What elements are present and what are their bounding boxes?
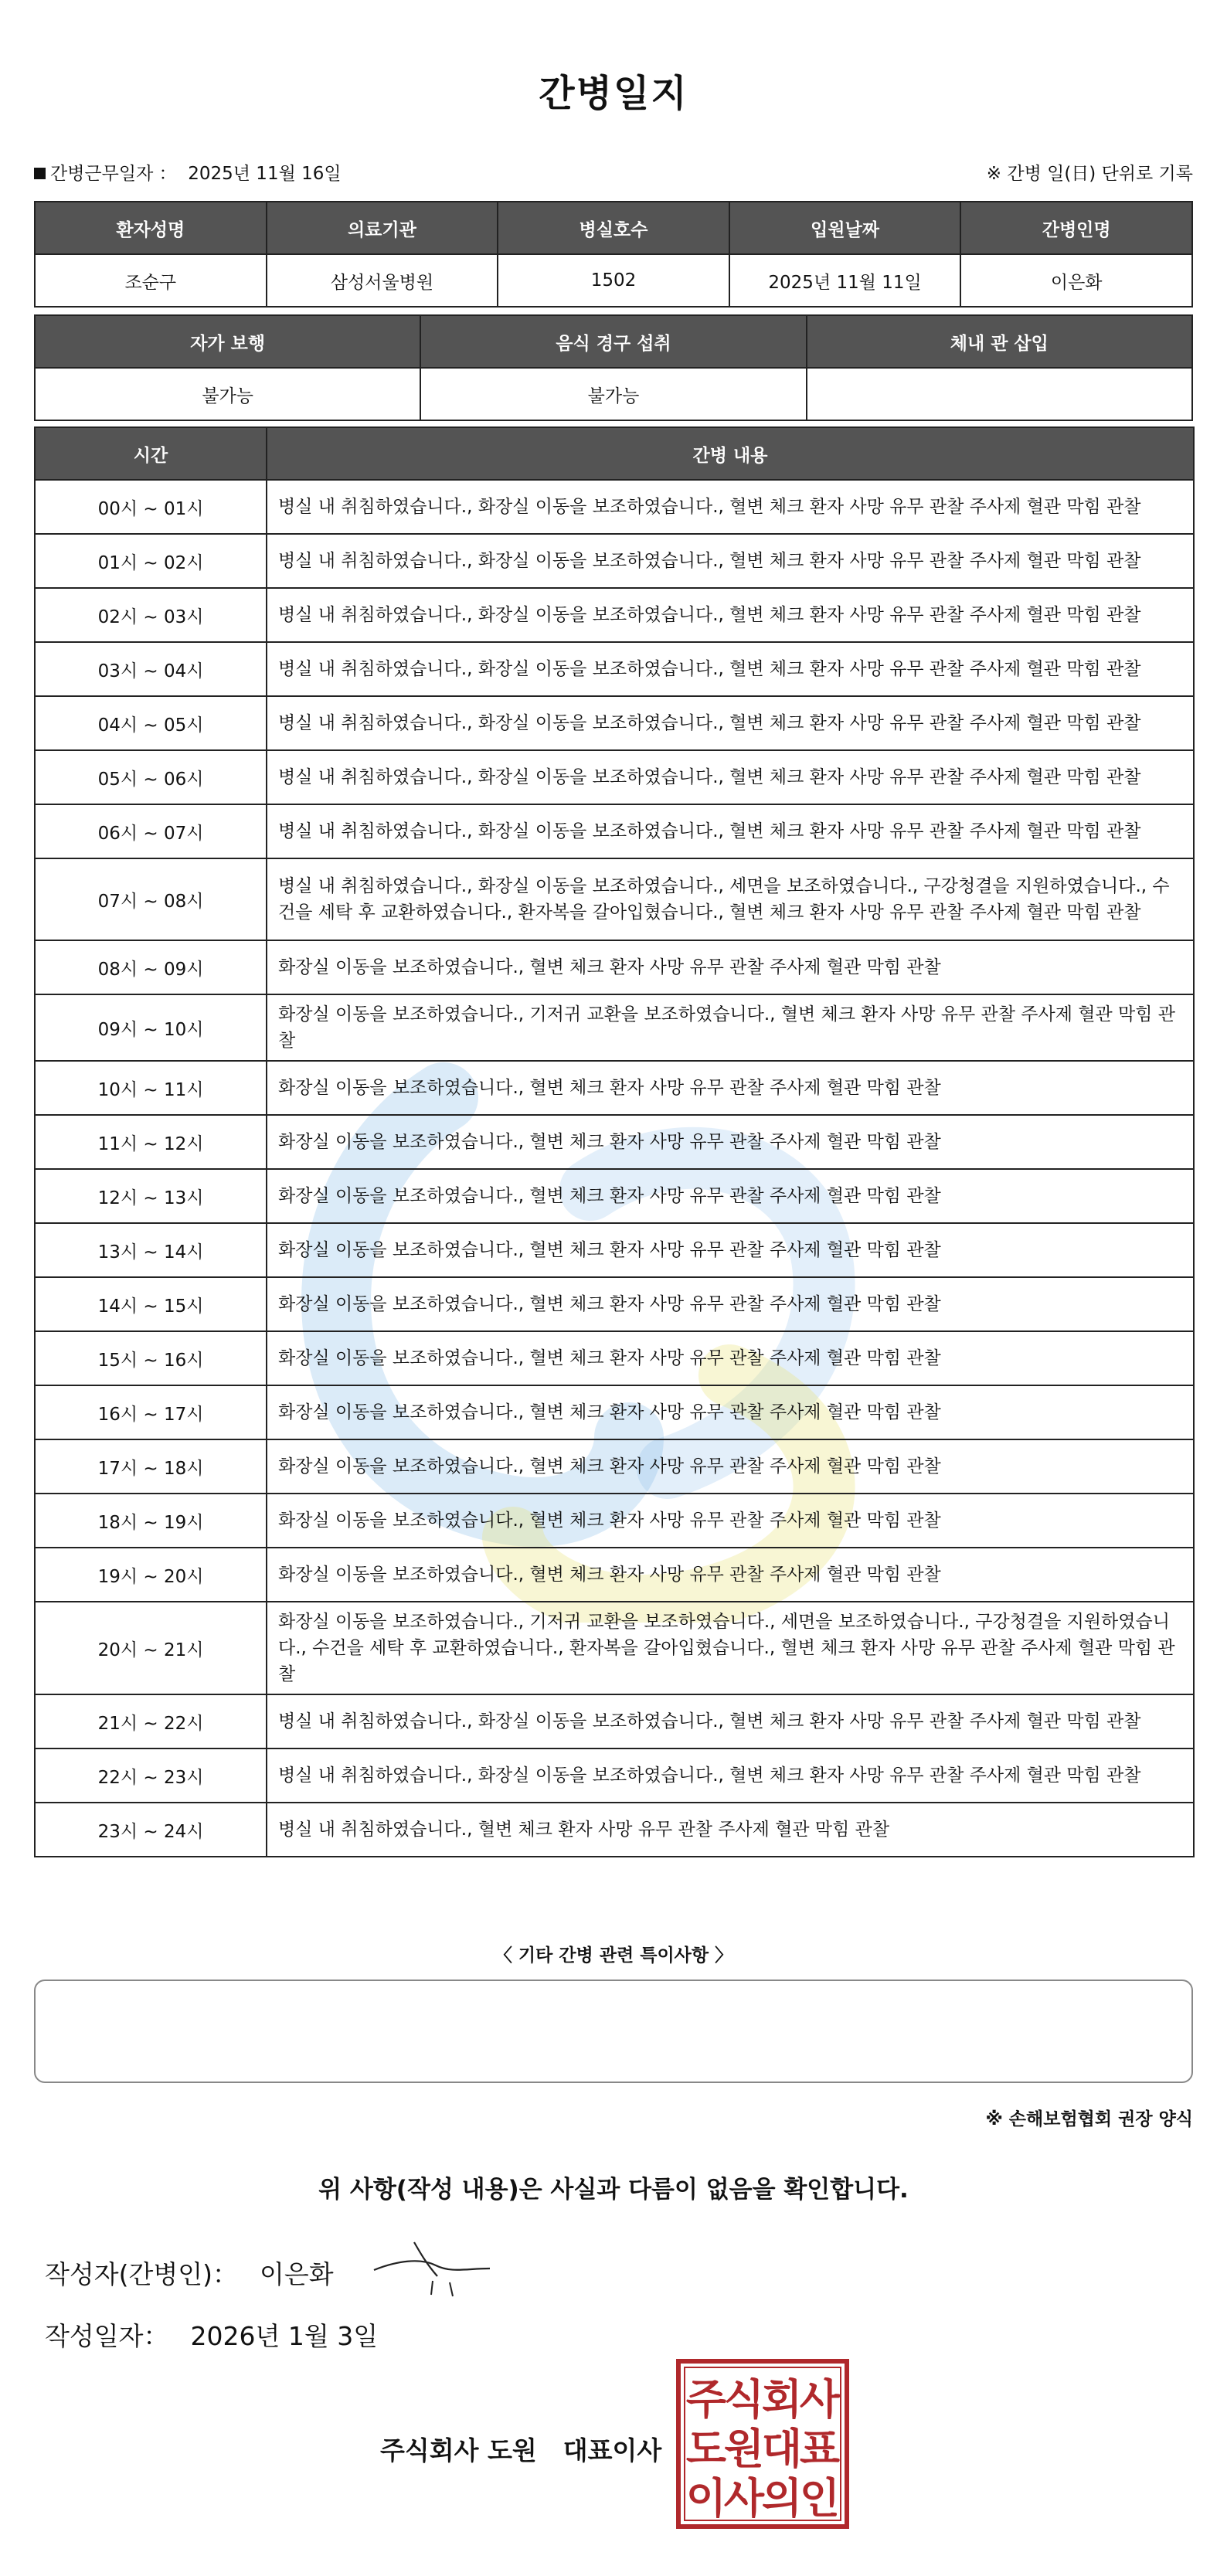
log-time-cell: 09시 ~ 10시 bbox=[35, 994, 267, 1061]
log-row bbox=[35, 1385, 1194, 1439]
log-row bbox=[35, 750, 1194, 804]
log-row bbox=[35, 1439, 1194, 1494]
log-content-cell: 병실 내 취침하였습니다., 화장실 이동을 보조하였습니다., 혈변 체크 환자 사망 유무 관찰 주사제 혈관 막힘 관찰 bbox=[267, 696, 1194, 750]
log-row bbox=[35, 480, 1194, 534]
log-header-content: 간병 내용 bbox=[267, 427, 1194, 480]
log-content-cell: 병실 내 취침하였습니다., 화장실 이동을 보조하였습니다., 혈변 체크 환자 사망 유무 관찰 주사제 혈관 막힘 관찰 bbox=[267, 1748, 1194, 1803]
patient-header-cell: 의료기관 bbox=[267, 202, 498, 254]
log-row bbox=[35, 1548, 1194, 1602]
seal-character: 회 bbox=[761, 2375, 803, 2424]
oral-intake-cell: 불가능 bbox=[420, 368, 806, 420]
log-row bbox=[35, 1115, 1194, 1169]
log-row bbox=[35, 1223, 1194, 1277]
seal-character: 의 bbox=[761, 2474, 803, 2523]
log-time-cell: 05시 ~ 06시 bbox=[35, 750, 267, 804]
log-content-cell: 병실 내 취침하였습니다., 화장실 이동을 보조하였습니다., 혈변 체크 환자 사망 유무 관찰 주사제 혈관 막힘 관찰 bbox=[267, 480, 1194, 534]
room-number-cell: 1502 bbox=[498, 254, 729, 307]
log-time-cell: 07시 ~ 08시 bbox=[35, 858, 267, 940]
author-label: 작성자(간병인)： bbox=[45, 2259, 239, 2289]
log-time-cell: 17시 ~ 18시 bbox=[35, 1439, 267, 1494]
log-content-cell: 화장실 이동을 보조하였습니다., 혈변 체크 환자 사망 유무 관찰 주사제 혈관 막힘 관찰 bbox=[267, 1385, 1194, 1439]
patient-value-row bbox=[35, 254, 1192, 307]
notes-box bbox=[34, 1980, 1193, 2083]
seal-character: 인 bbox=[799, 2474, 841, 2523]
status-header-row bbox=[35, 315, 1192, 368]
date-row bbox=[45, 2316, 378, 2353]
admission-date-cell: 2025년 11월 11일 bbox=[729, 254, 961, 307]
log-content-cell: 화장실 이동을 보조하였습니다., 혈변 체크 환자 사망 유무 관찰 주사제 혈관 막힘 관찰 bbox=[267, 1115, 1194, 1169]
work-date-label: 간병근무일자 ： bbox=[50, 164, 177, 184]
date-label: 작성일자： bbox=[45, 2321, 169, 2351]
log-time-cell: 16시 ~ 17시 bbox=[35, 1385, 267, 1439]
caregiving-log-page bbox=[34, 0, 1193, 2576]
log-row bbox=[35, 588, 1194, 642]
status-header-cell: 자가 보행 bbox=[35, 315, 420, 368]
document-title: 간병일지 bbox=[539, 72, 688, 115]
company-row bbox=[380, 2431, 661, 2467]
seal-character: 사 bbox=[799, 2375, 841, 2424]
log-row bbox=[35, 534, 1194, 588]
ceo-title: 대표이사 bbox=[563, 2435, 662, 2466]
seal-character: 사 bbox=[723, 2474, 765, 2523]
log-content-cell: 병실 내 취침하였습니다., 화장실 이동을 보조하였습니다., 세면을 보조하였습니다., 구강청결을 지원하였습니다., 수건을 세탁 후 교환하였습니다., 환자복을 갈아입혔습니다., 혈변 체크 환자 사망 유무 관찰 주사제 혈관 막힘 관찰 bbox=[267, 858, 1194, 940]
log-time-cell: 14시 ~ 15시 bbox=[35, 1277, 267, 1331]
hospital-cell: 삼성서울병원 bbox=[267, 254, 498, 307]
log-time-cell: 10시 ~ 11시 bbox=[35, 1061, 267, 1115]
log-time-cell: 12시 ~ 13시 bbox=[35, 1169, 267, 1223]
seal-character: 식 bbox=[723, 2375, 765, 2424]
log-row bbox=[35, 696, 1194, 750]
log-row bbox=[35, 1748, 1194, 1803]
log-row bbox=[35, 858, 1194, 940]
log-content-cell: 화장실 이동을 보조하였습니다., 기저귀 교환을 보조하였습니다., 혈변 체크 환자 사망 유무 관찰 주사제 혈관 막힘 관찰 bbox=[267, 994, 1194, 1061]
log-time-cell: 02시 ~ 03시 bbox=[35, 588, 267, 642]
seal-character: 주 bbox=[685, 2375, 727, 2424]
log-content-cell: 병실 내 취침하였습니다., 화장실 이동을 보조하였습니다., 혈변 체크 환자 사망 유무 관찰 주사제 혈관 막힘 관찰 bbox=[267, 1694, 1194, 1748]
status-header-cell: 음식 경구 섭취 bbox=[420, 315, 806, 368]
status-header-cell: 체내 관 삽입 bbox=[807, 315, 1192, 368]
log-body bbox=[35, 480, 1194, 1857]
log-time-cell: 23시 ~ 24시 bbox=[35, 1803, 267, 1857]
seal-character: 표 bbox=[799, 2425, 841, 2473]
log-content-cell: 화장실 이동을 보조하였습니다., 혈변 체크 환자 사망 유무 관찰 주사제 혈관 막힘 관찰 bbox=[267, 1223, 1194, 1277]
seal-character: 도 bbox=[685, 2425, 727, 2473]
log-row bbox=[35, 1331, 1194, 1385]
status-value-row bbox=[35, 368, 1192, 420]
log-content-cell: 화장실 이동을 보조하였습니다., 혈변 체크 환자 사망 유무 관찰 주사제 혈관 막힘 관찰 bbox=[267, 1061, 1194, 1115]
work-date-value: 2025년 11월 16일 bbox=[188, 164, 342, 184]
seal-character: 이 bbox=[685, 2474, 727, 2523]
log-content-cell: 화장실 이동을 보조하였습니다., 혈변 체크 환자 사망 유무 관찰 주사제 혈관 막힘 관찰 bbox=[267, 940, 1194, 994]
tube-insertion-cell bbox=[807, 368, 1192, 420]
log-content-cell: 화장실 이동을 보조하였습니다., 혈변 체크 환자 사망 유무 관찰 주사제 혈관 막힘 관찰 bbox=[267, 1439, 1194, 1494]
author-name: 이은화 bbox=[260, 2259, 334, 2289]
log-content-cell: 병실 내 취침하였습니다., 혈변 체크 환자 사망 유무 관찰 주사제 혈관 막힘 관찰 bbox=[267, 1803, 1194, 1857]
log-time-cell: 22시 ~ 23시 bbox=[35, 1748, 267, 1803]
seal-character: 원 bbox=[723, 2425, 765, 2473]
patient-name-cell: 조순구 bbox=[35, 254, 267, 307]
log-time-cell: 15시 ~ 16시 bbox=[35, 1331, 267, 1385]
patient-info-table bbox=[34, 201, 1193, 308]
log-row bbox=[35, 994, 1194, 1061]
log-time-cell: 08시 ~ 09시 bbox=[35, 940, 267, 994]
log-row bbox=[35, 642, 1194, 696]
log-content-cell: 병실 내 취침하였습니다., 화장실 이동을 보조하였습니다., 혈변 체크 환자 사망 유무 관찰 주사제 혈관 막힘 관찰 bbox=[267, 588, 1194, 642]
log-content-cell: 병실 내 취침하였습니다., 화장실 이동을 보조하였습니다., 혈변 체크 환자 사망 유무 관찰 주사제 혈관 막힘 관찰 bbox=[267, 804, 1194, 858]
log-row bbox=[35, 1602, 1194, 1694]
log-time-cell: 04시 ~ 05시 bbox=[35, 696, 267, 750]
seal-character: 대 bbox=[761, 2425, 803, 2473]
caregiver-name-cell: 이은화 bbox=[960, 254, 1192, 307]
log-content-cell: 화장실 이동을 보조하였습니다., 혈변 체크 환자 사망 유무 관찰 주사제 혈관 막힘 관찰 bbox=[267, 1169, 1194, 1223]
log-content-cell: 화장실 이동을 보조하였습니다., 혈변 체크 환자 사망 유무 관찰 주사제 혈관 막힘 관찰 bbox=[267, 1331, 1194, 1385]
confirm-statement: 위 사항(작성 내용)은 사실과 다름이 없음을 확인합니다. bbox=[318, 2176, 909, 2204]
patient-status-table bbox=[34, 314, 1193, 421]
log-row bbox=[35, 1061, 1194, 1115]
log-row bbox=[35, 1694, 1194, 1748]
log-row bbox=[35, 1494, 1194, 1548]
work-date-row bbox=[34, 159, 1193, 185]
log-row bbox=[35, 1169, 1194, 1223]
log-content-cell: 병실 내 취침하였습니다., 화장실 이동을 보조하였습니다., 혈변 체크 환자 사망 유무 관찰 주사제 혈관 막힘 관찰 bbox=[267, 750, 1194, 804]
recommend-note: ※ 손해보험협회 권장 양식 bbox=[985, 2109, 1193, 2129]
patient-header-cell: 환자성명 bbox=[35, 202, 267, 254]
log-time-cell: 13시 ~ 14시 bbox=[35, 1223, 267, 1277]
notes-title: 〈 기타 간병 관련 특이사항 〉 bbox=[494, 1946, 733, 1966]
log-header-time: 시간 bbox=[35, 427, 267, 480]
log-time-cell: 21시 ~ 22시 bbox=[35, 1694, 267, 1748]
log-time-cell: 01시 ~ 02시 bbox=[35, 534, 267, 588]
log-time-cell: 06시 ~ 07시 bbox=[35, 804, 267, 858]
unit-note: ※ 간병 일(日) 단위로 기록 bbox=[986, 164, 1193, 184]
care-log-table bbox=[34, 427, 1195, 1857]
square-bullet-icon bbox=[34, 168, 46, 179]
log-row bbox=[35, 940, 1194, 994]
date-value: 2026년 1월 3일 bbox=[190, 2321, 379, 2351]
patient-header-cell: 병실호수 bbox=[498, 202, 729, 254]
signature-mark bbox=[366, 2238, 498, 2299]
log-content-cell: 화장실 이동을 보조하였습니다., 혈변 체크 환자 사망 유무 관찰 주사제 혈관 막힘 관찰 bbox=[267, 1548, 1194, 1602]
log-content-cell: 병실 내 취침하였습니다., 화장실 이동을 보조하였습니다., 혈변 체크 환자 사망 유무 관찰 주사제 혈관 막힘 관찰 bbox=[267, 534, 1194, 588]
log-header-row bbox=[35, 427, 1194, 480]
patient-header-cell: 입원날짜 bbox=[729, 202, 961, 254]
log-row bbox=[35, 1277, 1194, 1331]
log-time-cell: 03시 ~ 04시 bbox=[35, 642, 267, 696]
log-content-cell: 화장실 이동을 보조하였습니다., 혈변 체크 환자 사망 유무 관찰 주사제 혈관 막힘 관찰 bbox=[267, 1277, 1194, 1331]
log-time-cell: 19시 ~ 20시 bbox=[35, 1548, 267, 1602]
log-time-cell: 00시 ~ 01시 bbox=[35, 480, 267, 534]
company-seal-stamp bbox=[675, 2358, 850, 2530]
log-time-cell: 20시 ~ 21시 bbox=[35, 1602, 267, 1694]
log-row bbox=[35, 804, 1194, 858]
company-name: 주식회사 도원 bbox=[380, 2435, 537, 2466]
log-time-cell: 11시 ~ 12시 bbox=[35, 1115, 267, 1169]
log-content-cell: 병실 내 취침하였습니다., 화장실 이동을 보조하였습니다., 혈변 체크 환자 사망 유무 관찰 주사제 혈관 막힘 관찰 bbox=[267, 642, 1194, 696]
patient-header-row bbox=[35, 202, 1192, 254]
log-content-cell: 화장실 이동을 보조하였습니다., 기저귀 교환을 보조하였습니다., 세면을 보조하였습니다., 구강청결을 지원하였습니다., 수건을 세탁 후 교환하였습니다., 환자복을 갈아입혔습니다., 혈변 체크 환자 사망 유무 관찰 주사제 혈관 막힘 관찰 bbox=[267, 1602, 1194, 1694]
log-content-cell: 화장실 이동을 보조하였습니다., 혈변 체크 환자 사망 유무 관찰 주사제 혈관 막힘 관찰 bbox=[267, 1494, 1194, 1548]
log-row bbox=[35, 1803, 1194, 1857]
log-time-cell: 18시 ~ 19시 bbox=[35, 1494, 267, 1548]
self-walking-cell: 불가능 bbox=[35, 368, 420, 420]
author-row bbox=[45, 2255, 334, 2291]
work-date-group bbox=[34, 159, 342, 185]
patient-header-cell: 간병인명 bbox=[960, 202, 1192, 254]
